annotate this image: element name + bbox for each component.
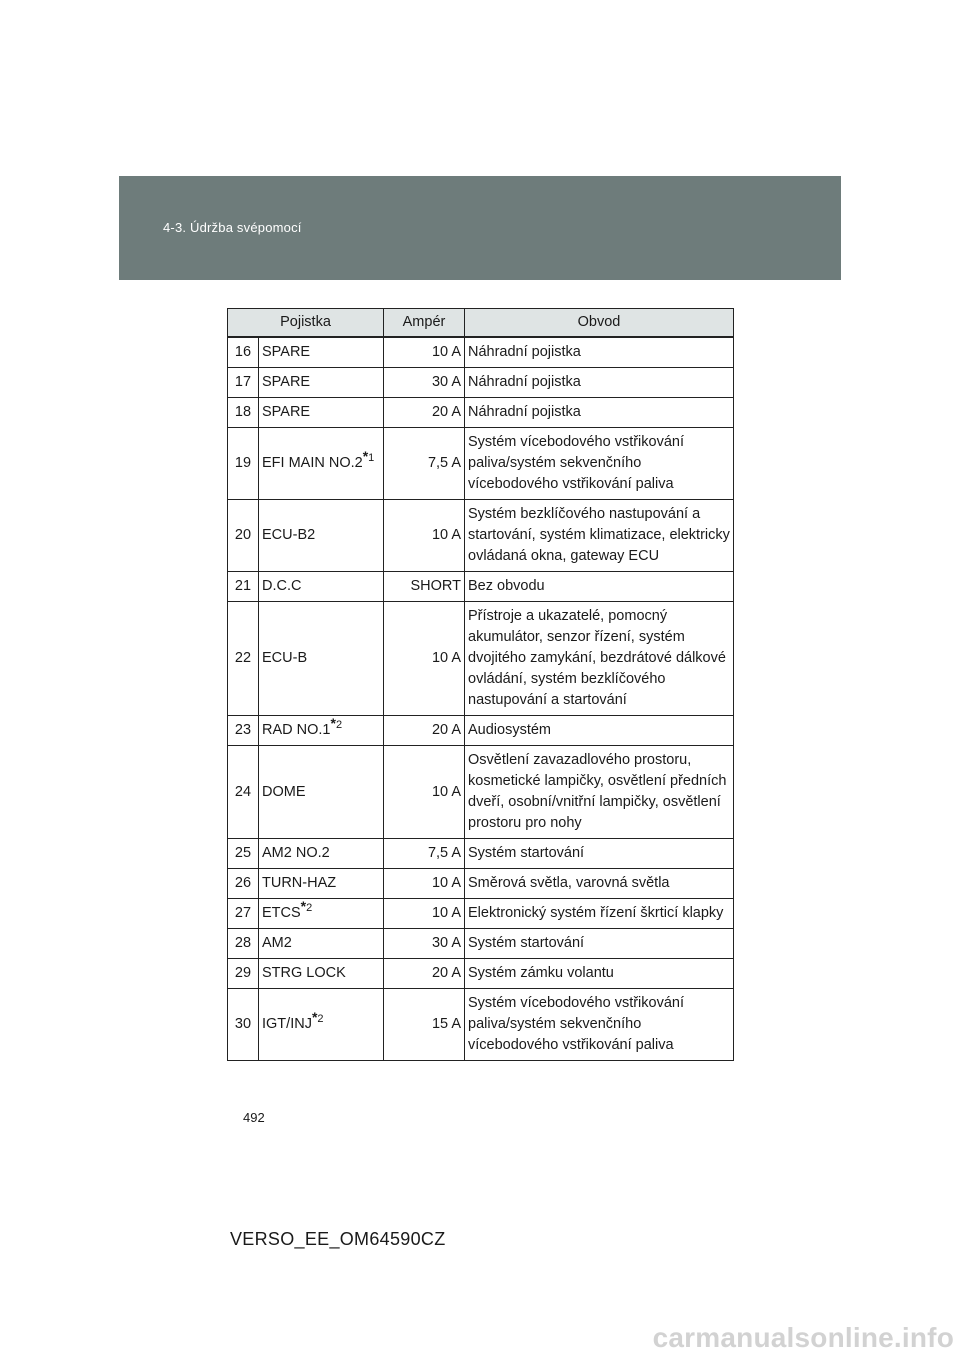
fuse-name: IGT/INJ [262,1016,312,1032]
fuse-number: 17 [228,368,259,398]
table-row [228,368,734,398]
fuse-number: 21 [228,572,259,602]
fuse-number: 24 [228,746,259,839]
fuse-name-cell [259,839,384,869]
fuse-name: TURN-HAZ [262,875,337,891]
fuse-name: SPARE [262,344,311,360]
fuse-name: SPARE [262,374,311,390]
table-row [228,398,734,428]
fuse-name-cell [259,602,384,716]
fuse-circuit: Přístroje a ukazatelé, pomocný akumulátor, senzor řízení, systém dvojitého zamykání, bezdrátové dálkové ovládání, systém bezklíčového nastupování a startování [465,602,734,716]
fuse-name-cell [259,959,384,989]
asterisk-icon: * [362,448,369,465]
fuse-circuit: Osvětlení zavazadlového prostoru, kosmetické lampičky, osvětlení předních dveří, osobní/vnitřní lampičky, osvětlení prostoru pro nohy [465,746,734,839]
table-row [228,746,734,839]
fuse-number: 26 [228,869,259,899]
fuse-circuit: Náhradní pojistka [465,368,734,398]
fuse-ampere: 10 A [384,602,465,716]
column-header-circuit: Obvod [465,309,734,338]
fuse-name-cell [259,398,384,428]
fuse-circuit: Bez obvodu [465,572,734,602]
fuse-circuit: Systém startování [465,929,734,959]
footnote-number: 2 [317,1013,324,1026]
footnote-number: 1 [368,452,375,465]
fuse-ampere: 20 A [384,398,465,428]
fuse-name: RAD NO.1 [262,722,331,738]
document-code: VERSO_EE_OM64590CZ [230,1229,446,1249]
fuse-name: DOME [262,783,306,800]
table-row [228,337,734,368]
fuse-number: 27 [228,899,259,929]
column-header-ampere: Ampér [384,309,465,338]
fuse-ampere: 10 A [384,337,465,368]
table-header-row [228,309,734,338]
fuse-name-cell [259,989,384,1061]
fuse-circuit: Audiosystém [465,716,734,746]
page-number: 492 [243,1110,265,1125]
fuse-number: 28 [228,929,259,959]
table-row [228,869,734,899]
footnote-number: 2 [335,719,343,732]
table-row [228,839,734,869]
fuse-ampere: 20 A [384,716,465,746]
footnote-marker [300,898,313,915]
fuse-name: STRG LOCK [262,965,346,981]
footnote-marker [362,448,375,465]
fuse-ampere: 10 A [384,500,465,572]
fuse-number: 23 [228,716,259,746]
table-body [228,337,734,1061]
fuse-ampere: SHORT [384,572,465,602]
fuse-circuit: Směrová světla, varovná světla [465,869,734,899]
table-row [228,959,734,989]
fuse-name: EFI MAIN NO.2 [262,455,363,471]
table-row [228,899,734,929]
table-row [228,716,734,746]
fuse-name: AM2 [262,935,292,951]
fuse-number: 16 [228,337,259,368]
column-header-fuse: Pojistka [228,309,384,338]
fuse-name-cell [259,899,384,929]
table-row [228,989,734,1061]
fuse-circuit: Systém zámku volantu [465,959,734,989]
fuse-circuit: Systém vícebodového vstřikování paliva/systém sekvenčního vícebodového vstřikování paliva [465,428,734,500]
fuse-ampere: 7,5 A [384,839,465,869]
fuse-name: ECU-B [262,650,308,666]
table-row [228,929,734,959]
fuse-ampere: 30 A [384,368,465,398]
fuse-name: D.C.C [262,578,302,594]
fuse-table [227,308,734,1061]
fuse-name-cell [259,929,384,959]
fuse-number: 19 [228,428,259,500]
asterisk-icon: * [311,1009,318,1026]
section-header-band [119,176,841,280]
fuse-circuit: Systém startování [465,839,734,869]
fuse-number: 30 [228,989,259,1061]
fuse-name-cell [259,869,384,899]
fuse-name-cell [259,572,384,602]
fuse-ampere: 7,5 A [384,428,465,500]
fuse-circuit: Systém bezklíčového nastupování a startování, systém klimatizace, elektricky ovládaná okna, gateway ECU [465,500,734,572]
fuse-ampere: 10 A [384,746,465,839]
fuse-number: 20 [228,500,259,572]
fuse-ampere: 10 A [384,899,465,929]
fuse-name-cell [259,428,384,500]
fuse-name-cell [259,746,384,839]
fuse-number: 25 [228,839,259,869]
fuse-name: ECU-B2 [262,527,316,543]
fuse-name-cell [259,368,384,398]
footnote-number: 2 [306,902,313,915]
fuse-number: 29 [228,959,259,989]
fuse-number: 22 [228,602,259,716]
fuse-circuit: Náhradní pojistka [465,398,734,428]
watermark: carmanualsonline.info [652,1322,954,1353]
fuse-name-cell [259,337,384,368]
table-row [228,602,734,716]
fuse-ampere: 15 A [384,989,465,1061]
fuse-name: SPARE [262,404,311,420]
fuse-ampere: 20 A [384,959,465,989]
asterisk-icon: * [300,898,307,915]
fuse-name-cell [259,716,384,746]
fuse-name-cell [259,500,384,572]
asterisk-icon: * [330,715,336,732]
fuse-ampere: 10 A [384,869,465,899]
fuse-circuit: Elektronický systém řízení škrticí klapky [465,899,734,929]
table-row [228,500,734,572]
footnote-marker [330,715,343,732]
fuse-name: AM2 NO.2 [262,845,330,861]
fuse-circuit: Náhradní pojistka [465,337,734,368]
section-title: 4-3. Údržba svépomocí [163,220,302,235]
table-row [228,428,734,500]
footnote-marker [311,1009,324,1026]
fuse-circuit: Systém vícebodového vstřikování paliva/systém sekvenčního vícebodového vstřikování paliva [465,989,734,1061]
fuse-name: ETCS [262,905,301,921]
fuse-number: 18 [228,398,259,428]
table-row [228,572,734,602]
fuse-ampere: 30 A [384,929,465,959]
